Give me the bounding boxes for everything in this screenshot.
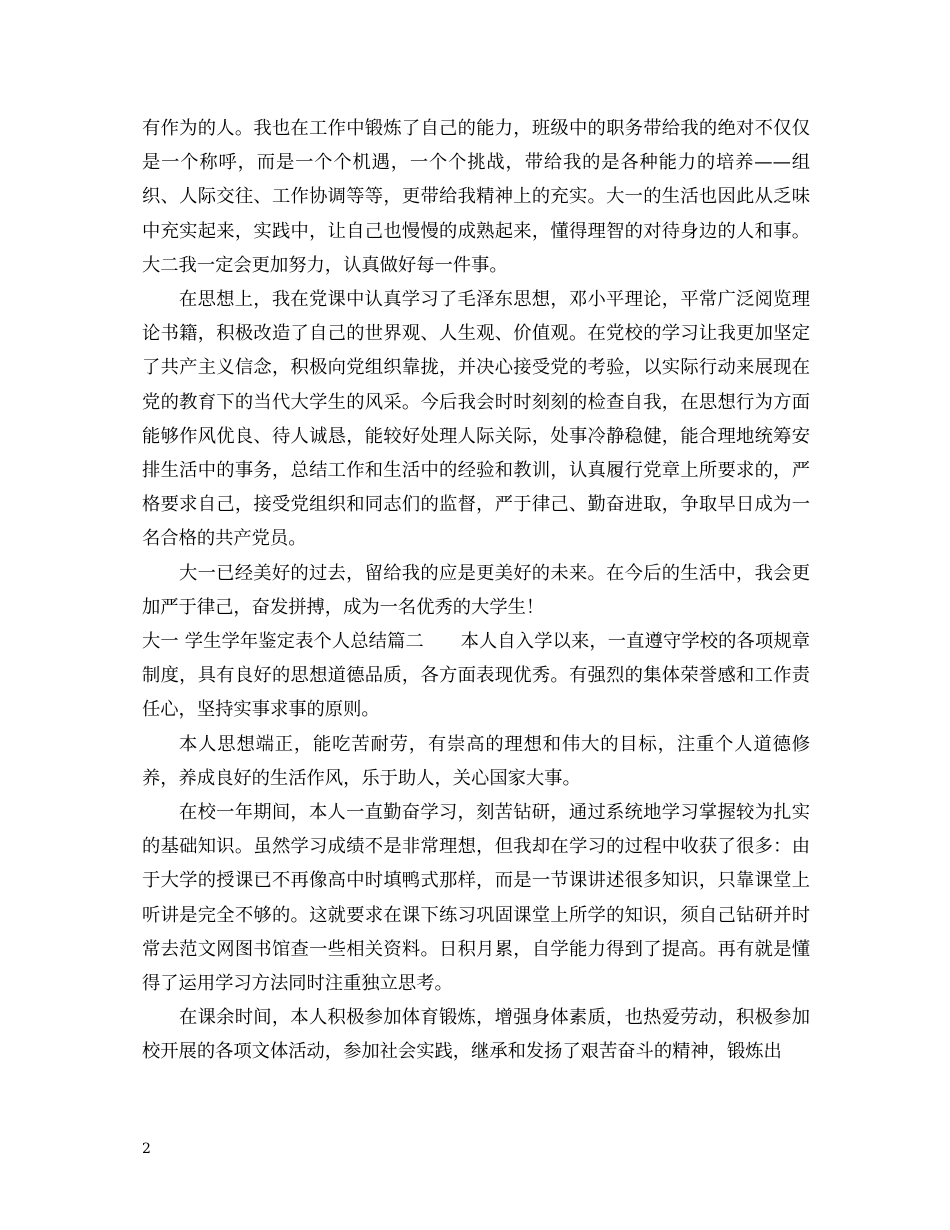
paragraph-3: 大一已经美好的过去，留给我的应是更美好的未来。在今后的生活中，我会更加严于律己，奋发拼搏，成为一名优秀的大学生！ <box>142 562 810 618</box>
document-body <box>142 112 810 1070</box>
paragraph-5: 本人思想端正，能吃苦耐劳，有崇高的理想和伟大的目标，注重个人道德修养，养成良好的生活作风，乐于助人，关心国家大事。 <box>142 733 810 789</box>
paragraph-2: 在思想上，我在党课中认真学习了毛泽东思想，邓小平理论，平常广泛阅览理论书籍，积极改造了自己的世界观、人生观、价值观。在党校的学习让我更加坚定了共产主义信念，积极向党组织靠拢，并决心接受党的考验，以实际行动来展现在党的教育下的当代大学生的风采。今后我会时时刻刻的检查自我，在思想行为方面能够作风优良、待人诚恳，能较好处理人际关际，处事冷静稳健，能合理地统筹安排生活中的事务，总结工作和生活中的经验和教训，认真履行党章上所要求的，严格要求自己，接受党组织和同志们的监督，严于律己、勤奋进取，争取早日成为一名合格的共产党员。 <box>142 289 810 550</box>
page-number: 2 <box>142 1141 151 1157</box>
paragraph-7: 在课余时间，本人积极参加体育锻炼，增强身体素质，也热爱劳动，积极参加校开展的各项文体活动，参加社会实践，继承和发扬了艰苦奋斗的精神，锻炼出 <box>142 1007 810 1063</box>
paragraph-4-heading: 大一 学生学年鉴定表个人总结篇二 本人自入学以来，一直遵守学校的各项规章制度，具有良好的思想道德品质，各方面表现优秀。有强烈的集体荣誉感和工作责任心，坚持实事求事的原则。 <box>142 631 810 721</box>
paragraph-6: 在校一年期间，本人一直勤奋学习，刻苦钻研，通过系统地学习掌握较为扎实的基础知识。虽然学习成绩不是非常理想，但我却在学习的过程中收获了很多：由于大学的授课已不再像高中时填鸭式那样，而是一节课讲述很多知识，只靠课堂上听讲是完全不够的。这就要求在课下练习巩固课堂上所学的知识，须自己钻研并时常去范文网图书馆查一些相关资料。日积月累，自学能力得到了提高。再有就是懂得了运用学习方法同时注重独立思考。 <box>142 802 810 995</box>
paragraph-1: 有作为的人。我也在工作中锻炼了自己的能力，班级中的职务带给我的绝对不仅仅是一个称呼，而是一个个机遇，一个个挑战，带给我的是各种能力的培养——组织、人际交往、工作协调等等，更带给我精神上的充实。大一的生活也因此从乏味中充实起来，实践中，让自己也慢慢的成熟起来，懂得理智的对待身边的人和事。大二我一定会更加努力，认真做好每一件事。 <box>142 118 810 276</box>
